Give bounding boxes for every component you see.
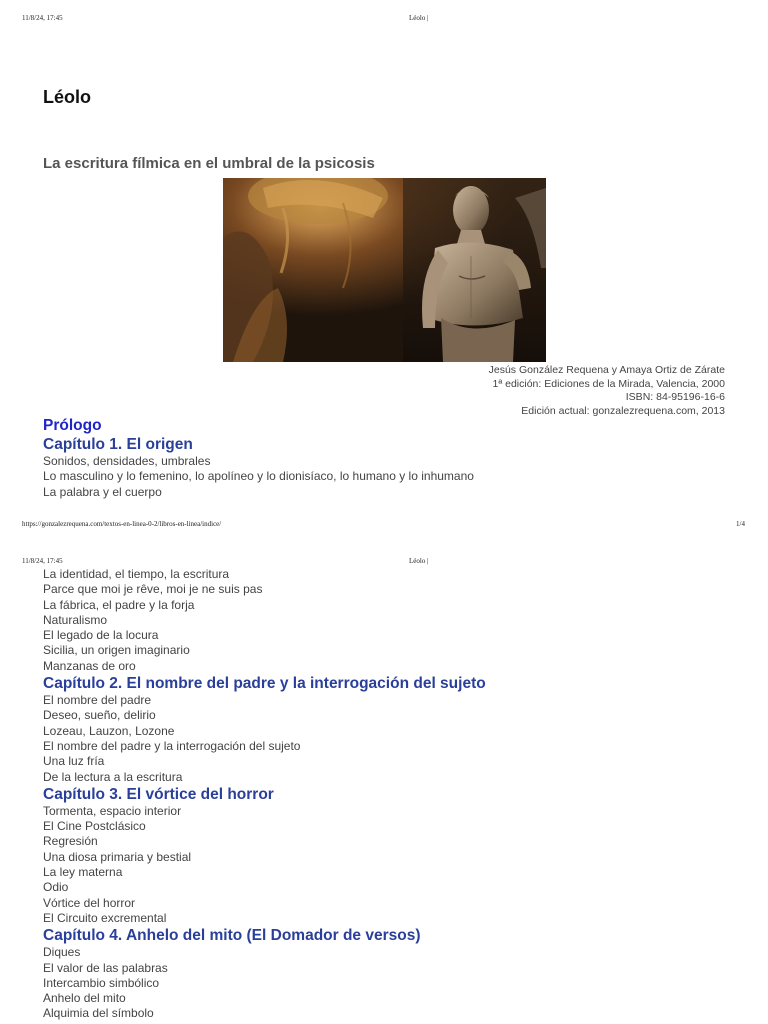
page-title: Léolo <box>43 87 91 107</box>
print-footer-page-number: 1/4 <box>736 520 745 528</box>
print-header-date-page2: 11/8/24, 17:45 <box>22 557 63 565</box>
print-footer-url: https://gonzalezrequena.com/textos-en-linea-0-2/libros-en-linea/indice/ <box>22 520 222 528</box>
film-still-image <box>223 178 546 362</box>
toc-link-chapter-2[interactable]: Capítulo 2. El nombre del padre y la interrogación del sujeto <box>43 675 486 693</box>
list-item: Una diosa primaria y bestial <box>43 849 192 864</box>
list-item: Sicilia, un origen imaginario <box>43 643 190 658</box>
list-item: Intercambio simbólico <box>43 975 160 990</box>
list-item: El nombre del padre <box>43 693 152 708</box>
list-item: La ley materna <box>43 865 123 880</box>
toc-link-prologue[interactable]: Prólogo <box>43 417 102 434</box>
list-item: Tormenta, espacio interior <box>43 803 182 818</box>
list-item: La palabra y el cuerpo <box>43 484 162 499</box>
list-item: La identidad, el tiempo, la escritura <box>43 567 230 581</box>
list-item: Parce que moi je rêve, moi je ne suis pas <box>43 582 263 597</box>
list-item: Lozeau, Lauzon, Lozone <box>43 723 175 738</box>
list-item: El valor de las palabras <box>43 960 168 975</box>
list-item: Anhelo del mito <box>43 991 126 1006</box>
credits-first-edition: 1ª edición: Ediciones de la Mirada, Valencia, 2000 <box>492 377 725 390</box>
list-item: Naturalismo <box>43 612 108 627</box>
list-item: Odio <box>43 880 69 895</box>
list-item: El legado de la locura <box>43 628 159 643</box>
list-item: Sonidos, densidades, umbrales <box>43 454 211 468</box>
film-still-illustration <box>223 178 546 362</box>
list-item: Alquimia del símbolo <box>43 1006 154 1021</box>
list-item: El nombre del padre y la interrogación del sujeto <box>43 738 301 753</box>
list-item: La fábrica, el padre y la forja <box>43 597 195 612</box>
book-subtitle: La escritura fílmica en el umbral de la psicosis <box>43 155 375 172</box>
toc-link-chapter-3[interactable]: Capítulo 3. El vórtice del horror <box>43 785 274 803</box>
credits-authors: Jesús González Requena y Amaya Ortiz de Zárate <box>488 364 725 376</box>
table-of-contents-page2 <box>43 567 733 1022</box>
list-item: El Circuito excremental <box>43 910 167 925</box>
table-of-contents-page1 <box>43 416 733 500</box>
list-item: Regresión <box>43 834 98 849</box>
list-item: Lo masculino y lo femenino, lo apolíneo y lo dionisíaco, lo humano y lo inhumano <box>43 469 474 484</box>
list-item: El Cine Postclásico <box>43 819 146 834</box>
list-item: Vórtice del horror <box>43 895 136 910</box>
list-item: Una luz fría <box>43 754 105 769</box>
toc-link-chapter-1[interactable]: Capítulo 1. El origen <box>43 436 193 453</box>
print-header-title-page2: Léolo | <box>409 557 429 565</box>
print-header-title: Léolo | <box>409 14 429 22</box>
credits-current-edition: Edición actual: gonzalezrequena.com, 2013 <box>521 404 725 417</box>
list-item: De la lectura a la escritura <box>43 769 183 784</box>
list-item: Diques <box>43 945 81 960</box>
toc-link-chapter-4[interactable]: Capítulo 4. Anhelo del mito (El Domador de versos) <box>43 927 421 945</box>
print-header-date: 11/8/24, 17:45 <box>22 14 63 22</box>
list-item: Manzanas de oro <box>43 658 136 673</box>
book-credits <box>489 364 725 418</box>
credits-isbn: ISBN: 84-95196-16-6 <box>625 391 725 403</box>
list-item: Deseo, sueño, delirio <box>43 708 156 723</box>
